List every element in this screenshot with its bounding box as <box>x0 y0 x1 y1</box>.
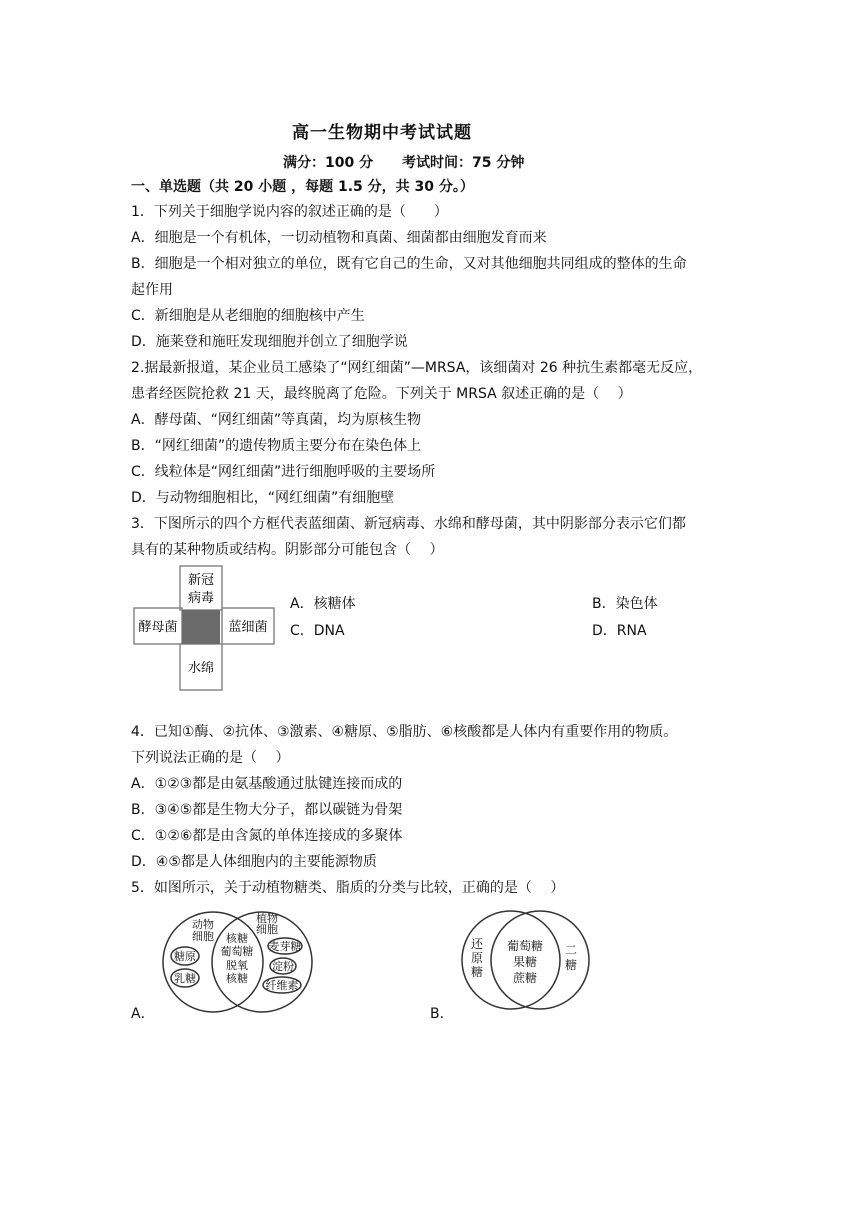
q3-label-top-1: 新冠 <box>187 573 215 588</box>
q3-shaded-center <box>182 610 220 644</box>
maltose-label: 麦芽糖 <box>268 940 302 953</box>
q3-label-top-2: 病毒 <box>187 591 215 606</box>
q5-venn-figure-a <box>158 910 320 1016</box>
q1-stem: 1．下列关于细胞学说内容的叙述正确的是（ ） <box>131 204 448 220</box>
q1-option-a: A．细胞是一个有机体，一切动植物和真菌、细菌都由细胞发育而来 <box>131 230 547 246</box>
section-heading: 一、单选题（共 20 小题 ，每题 1.5 分，共 30 分。） <box>131 179 474 195</box>
q3-option-b: B．染色体 <box>592 596 658 612</box>
reducing-label-3: 糖 <box>470 965 484 979</box>
center-glucose-b: 葡萄糖 <box>506 939 544 953</box>
q2-option-d: D．与动物细胞相比，“网红细菌”有细胞壁 <box>131 490 395 506</box>
animal-label-2: 细胞 <box>192 930 214 943</box>
disaccharide-label-1: 二 <box>564 943 578 957</box>
q3-option-c: C．DNA <box>290 623 345 639</box>
q1-option-b-cont: 起作用 <box>131 282 173 298</box>
q3-option-d: D．RNA <box>592 623 647 639</box>
reducing-label-1: 还 <box>470 937 484 951</box>
center-deoxy-ribose: 核糖 <box>226 972 248 985</box>
cellulose-label: 纤维素 <box>265 979 299 992</box>
q3-option-a: A．核糖体 <box>290 596 356 612</box>
q5-venn-figure-b <box>458 908 592 1014</box>
center-fructose-b: 果糖 <box>512 955 538 969</box>
q3-label-bottom: 水绵 <box>187 661 215 676</box>
lactose-label: 乳糖 <box>174 972 196 985</box>
q1-option-d: D．施莱登和施旺发现细胞并创立了细胞学说 <box>131 334 408 350</box>
q4-stem-cont: 下列说法正确的是（ ） <box>131 750 290 766</box>
q4-option-b: B．③④⑤都是生物大分子，都以碳链为骨架 <box>131 802 403 818</box>
q2-option-a: A．酵母菌、“网红细菌”等真菌，均为原核生物 <box>131 412 422 428</box>
animal-label-1: 动物 <box>192 918 214 931</box>
q5-option-b-label: B． <box>430 1006 454 1022</box>
plant-label-2: 细胞 <box>256 923 278 936</box>
q3-stem: 3．下图所示的四个方框代表蓝细菌、新冠病毒、水绵和酵母菌，其中阴影部分表示它们都 <box>131 516 686 532</box>
q3-stem-cont: 具有的某种物质或结构。阴影部分可能包含（ ） <box>131 542 444 558</box>
q1-option-c: C．新细胞是从老细胞的细胞核中产生 <box>131 308 365 324</box>
q5-option-a-label: A． <box>131 1006 155 1022</box>
disaccharide-label-2: 糖 <box>564 958 578 972</box>
q4-option-a: A．①②③都是由氨基酸通过肽键连接而成的 <box>131 776 403 792</box>
q3-label-right: 蓝细菌 <box>228 620 268 635</box>
q5-stem: 5．如图所示，关于动植物糖类、脂质的分类与比较，正确的是（ ） <box>131 880 565 896</box>
center-sucrose-b: 蔗糖 <box>512 971 538 985</box>
q2-stem-cont: 患者经医院抢救 21 天，最终脱离了危险。下列关于 MRSA 叙述正确的是（ ） <box>131 386 632 402</box>
q4-option-d: D．④⑤都是人体细胞内的主要能源物质 <box>131 854 377 870</box>
q4-option-c: C．①②⑥都是由含氮的单体连接成的多聚体 <box>131 828 403 844</box>
q4-stem: 4．已知①酶、②抗体、③激素、④糖原、⑤脂肪、⑥核酸都是人体内有重要作用的物质。 <box>131 724 678 740</box>
q2-option-c: C．线粒体是“网红细菌”进行细胞呼吸的主要场所 <box>131 464 436 480</box>
q2-stem: 2.据最新报道，某企业员工感染了“网红细菌”—MRSA，该细菌对 26 种抗生素都毫无反应， <box>131 360 703 376</box>
center-glucose: 葡萄糖 <box>220 945 254 958</box>
q1-option-b: B．细胞是一个相对独立的单位，既有它自己的生命，又对其他细胞共同组成的整体的生命 <box>131 256 687 272</box>
plant-label-1: 植物 <box>256 912 278 925</box>
exam-time: 考试时间：75 分钟 <box>402 155 525 171</box>
reducing-label-2: 原 <box>470 951 484 965</box>
center-ribose: 核糖 <box>226 932 248 945</box>
q3-cross-diagram <box>130 564 280 694</box>
q2-option-b: B．“网红细菌”的遗传物质主要分布在染色体上 <box>131 438 422 454</box>
center-deoxy: 脱氧 <box>226 959 248 972</box>
page-title: 高一生物期中考试试题 <box>292 123 472 143</box>
starch-label: 淀粉 <box>272 960 294 973</box>
full-score: 满分：100 分 <box>283 155 374 171</box>
q3-label-left: 酵母菌 <box>138 620 178 635</box>
glycogen-label: 糖原 <box>174 950 196 963</box>
